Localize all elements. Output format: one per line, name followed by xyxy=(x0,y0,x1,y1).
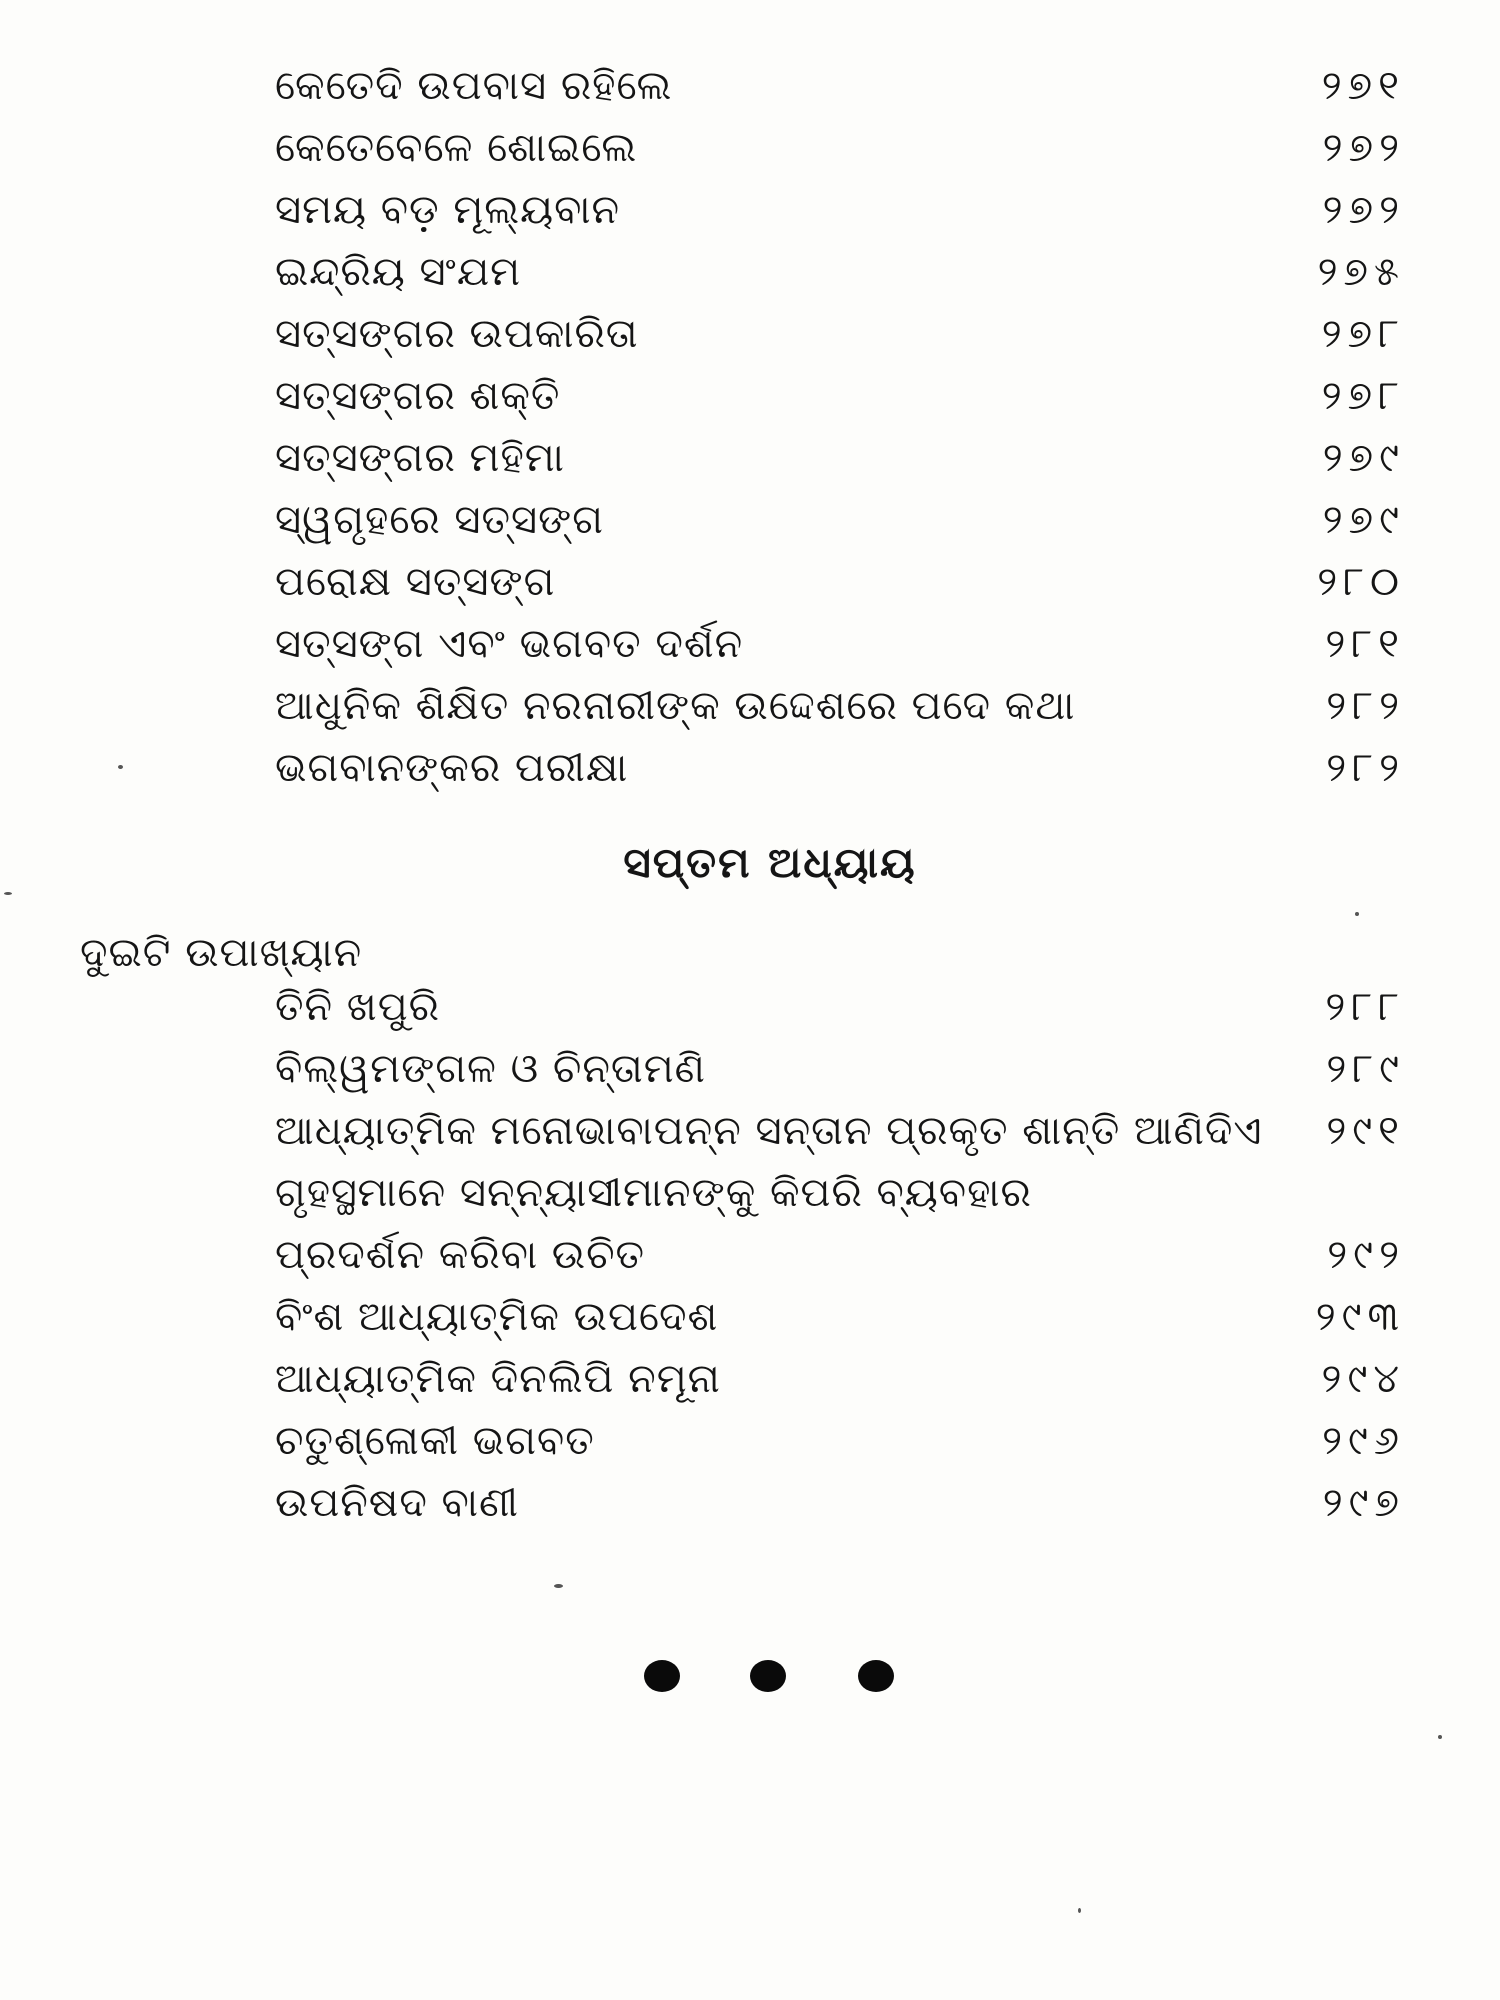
toc-entry-page: ୨୮୮ xyxy=(1325,984,1405,1030)
toc-entry xyxy=(0,737,1500,799)
toc-entry xyxy=(0,1100,1500,1162)
toc-entry-title: କେତେଦି ଉପବାସ ରହିଲେ xyxy=(275,63,673,109)
scan-speck xyxy=(4,892,12,895)
toc-entry-page: ୨୮୨ xyxy=(1326,683,1405,729)
toc-entry-page: ୨୯୪ xyxy=(1321,1356,1405,1402)
toc-entry-page: ୨୭୮ xyxy=(1321,311,1405,357)
toc-entry xyxy=(0,179,1500,241)
toc-entry xyxy=(0,1472,1500,1534)
toc-entry-title: ଭଗବାନଙ୍କର ପରୀକ୍ଷା xyxy=(275,745,629,791)
toc-entry-page: ୨୮୯ xyxy=(1326,1046,1405,1092)
toc-entry xyxy=(0,1348,1500,1410)
ornament-dot xyxy=(750,1660,786,1692)
toc-entry xyxy=(0,1224,1500,1286)
scan-speck xyxy=(554,1584,563,1588)
toc-entry-page: ୨୭୨ xyxy=(1322,187,1405,233)
toc-entry xyxy=(0,489,1500,551)
toc-entry-page: ୨୭୧ xyxy=(1321,63,1405,109)
toc-entry-page: ୨୯୧ xyxy=(1326,1108,1405,1154)
toc-entry-page: ୨୯୬ xyxy=(1322,1418,1405,1464)
toc-entry xyxy=(0,675,1500,737)
toc-entry-page: ୨୮୦ xyxy=(1317,559,1405,605)
toc-entry-title: ଆଧୁନିକ ଶିକ୍ଷିତ ନରନାରୀଙ୍କ ଉଦ୍ଦେଶରେ ପଦେ କଥା xyxy=(275,683,1076,729)
toc-entry-title: ଆଧ୍ୟାତ୍ମିକ ମନୋଭାବାପନ୍ନ ସନ୍ତାନ ପ୍ରକୃତ ଶାନ୍ତି ଆଣିଦିଏ xyxy=(275,1108,1263,1154)
toc-entry-page: ୨୯୭ xyxy=(1322,1480,1405,1526)
toc-entry-title: ସମୟ ବଡ଼ ମୂଲ୍ୟବାନ xyxy=(275,187,621,233)
toc-entry-page: ୨୯୩ xyxy=(1315,1294,1405,1340)
toc-entry-title: ସତ୍ସଙ୍ଗ ଏବଂ ଭଗବତ ଦର୍ଶନ xyxy=(275,621,744,667)
toc-list-part2 xyxy=(0,976,1500,1534)
toc-list-part1 xyxy=(0,55,1500,799)
toc-entry xyxy=(0,55,1500,117)
toc-entry-page: ୨୯୨ xyxy=(1327,1232,1405,1278)
toc-entry-page: ୨୭୨ xyxy=(1322,125,1405,171)
toc-entry xyxy=(0,1038,1500,1100)
scan-speck xyxy=(118,765,123,769)
toc-entry xyxy=(0,241,1500,303)
toc-entry-title: ତିନି ଖପୁରି xyxy=(275,984,440,1030)
scan-speck xyxy=(1078,1908,1081,1913)
toc-entry xyxy=(0,1286,1500,1348)
toc-entry-page: ୨୮୨ xyxy=(1326,745,1405,791)
toc-entry xyxy=(0,365,1500,427)
toc-entry xyxy=(0,303,1500,365)
toc-entry xyxy=(0,976,1500,1038)
toc-entry-title: ଉପନିଷଦ ବାଣୀ xyxy=(275,1480,519,1526)
toc-entry-title: ବିଂଶ ଆଧ୍ୟାତ୍ମିକ ଉପଦେଶ xyxy=(275,1294,719,1340)
toc-entry-title: ପରୋକ୍ଷ ସତ୍ସଙ୍ଗ xyxy=(275,559,556,605)
toc-entry-page: ୨୭୯ xyxy=(1322,497,1405,543)
toc-entry-title: ସତ୍ସଙ୍ଗର ଉପକାରିତା xyxy=(275,311,639,357)
toc-entry-title: ସତ୍ସଙ୍ଗର ଶକ୍ତି xyxy=(275,373,561,419)
ornament-dot xyxy=(644,1660,680,1692)
toc-entry xyxy=(0,427,1500,489)
scan-speck xyxy=(1438,1735,1442,1739)
toc-entry xyxy=(0,551,1500,613)
chapter-heading: ସପ୍ତମ ଅଧ୍ୟାୟ xyxy=(623,838,917,887)
toc-entry xyxy=(0,1162,1500,1224)
toc-entry-title: ବିଲ୍ୱମଙ୍ଗଳ ଓ ଚିନ୍ତାମଣି xyxy=(275,1046,706,1092)
ornament-dot xyxy=(858,1660,894,1692)
toc-entry xyxy=(0,613,1500,675)
toc-entry-title: ଇନ୍ଦ୍ରିୟ ସଂଯମ xyxy=(275,249,522,295)
toc-entry-title: ସ୍ୱଗୃହରେ ସତ୍ସଙ୍ଗ xyxy=(275,497,604,543)
toc-entry-title: ଗୃହସ୍ଥମାନେ ସନ୍ନ୍ୟାସୀମାନଙ୍କୁ କିପରି ବ୍ୟବହାର xyxy=(275,1170,1032,1216)
toc-entry-title: ଆଧ୍ୟାତ୍ମିକ ଦିନଲିପି ନମୂନା xyxy=(275,1356,721,1402)
scan-speck xyxy=(1355,912,1359,916)
toc-entry-page: ୨୭୫ xyxy=(1317,249,1405,295)
toc-entry xyxy=(0,117,1500,179)
toc-entry xyxy=(0,1410,1500,1472)
section-label: ଦୁଇଟି ଉପାଖ୍ୟାନ xyxy=(80,930,363,976)
toc-entry-title: କେତେବେଳେ ଶୋଇଲେ xyxy=(275,125,638,171)
toc-entry-title: ପ୍ରଦର୍ଶନ କରିବା ଉଚିତ xyxy=(275,1232,646,1278)
toc-entry-page: ୨୭୮ xyxy=(1321,373,1405,419)
toc-entry-page: ୨୮୧ xyxy=(1325,621,1405,667)
toc-entry-title: ସତ୍ସଙ୍ଗର ମହିମା xyxy=(275,435,565,481)
toc-entry-title: ଚତୁଶ୍ଳୋକୀ ଭଗବତ xyxy=(275,1418,595,1464)
end-ornament xyxy=(0,1660,1500,1700)
toc-entry-page: ୨୭୯ xyxy=(1322,435,1405,481)
